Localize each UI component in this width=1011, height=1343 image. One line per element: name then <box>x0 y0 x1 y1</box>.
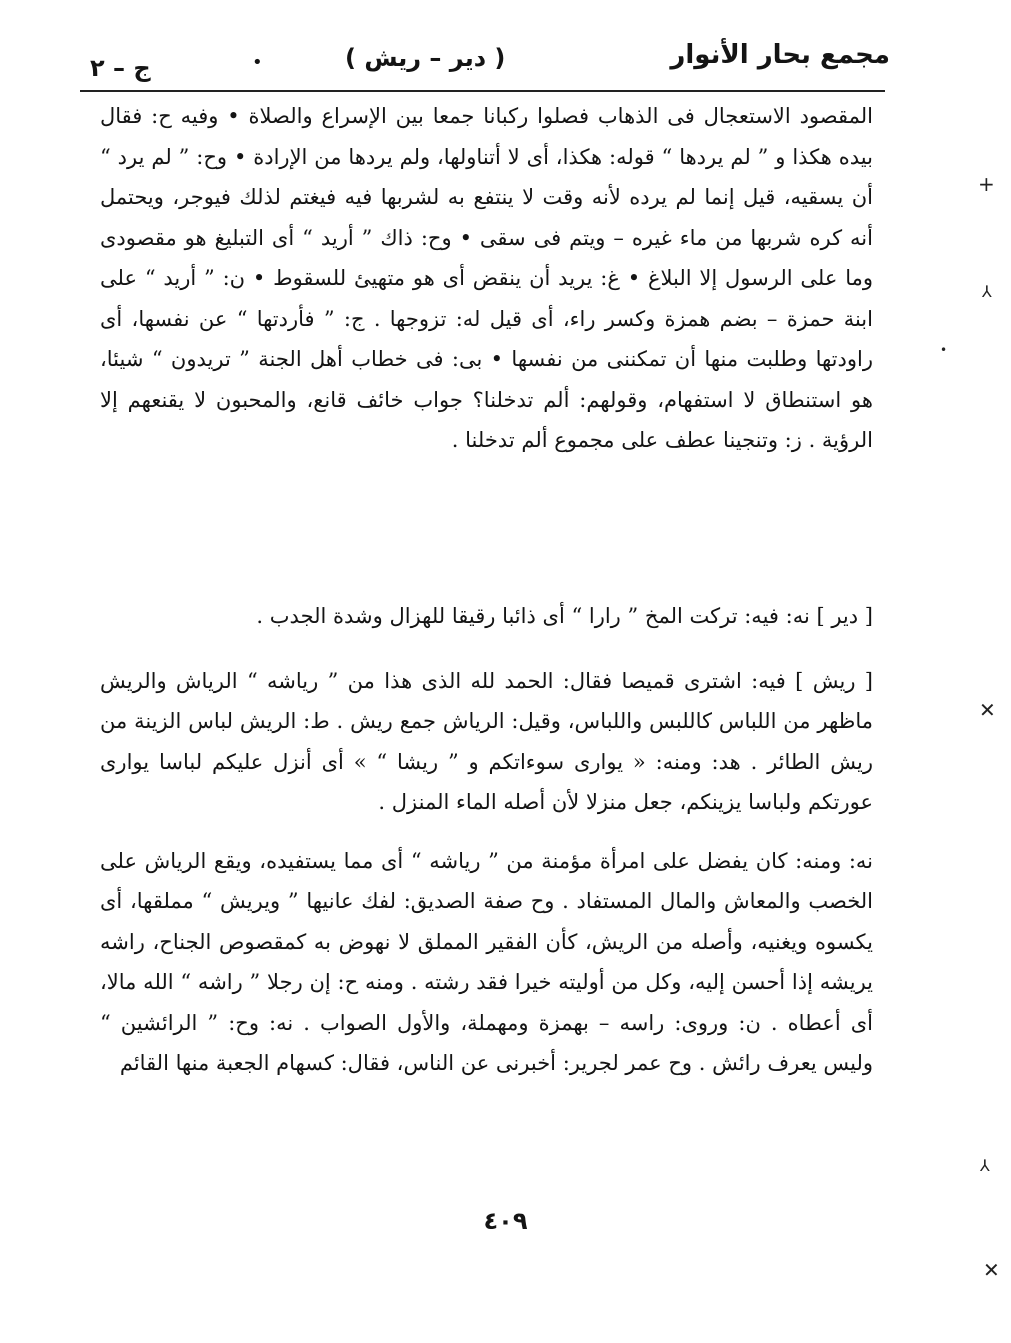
volume-label: ج – ٢ <box>90 54 151 82</box>
entry-range: ( دير – ريش ) <box>345 44 506 72</box>
entry-rish-continued: نه: ومنه: كان يفضل على امرأة مؤمنة من ” رياشه “ أى مما يستفيده، ويقع الرياش على الخصب والمعاش والمال المستفاد . وح صفة الصديق: لفك عانيها ” ويريش “ مملقها، أى يكسوه ويغنيه، وأصله من الريش، كأن الفقير المملق لا نهوض به كمقصوص الجناح، راشه يريشه إذا أحسن إليه، وكل من أوليته خيرا فقد رشته . ومنه ح: إن رجلا ” راشه “ الله مالا، أى أعطاه . ن: وروى: راسه – بهمزة ومهملة، والأول الصواب . نه: وح: ” الرائشين “ وليس يعرف رائش . وح عمر لجرير: أخبرنى عن الناس، فقال: كسهام الجعبة منها القائم <box>100 848 873 1075</box>
entry-rish: [ ريش ] فيه: اشترى قميصا فقال: الحمد لله الذى هذا من ” رياشه “ الرياش والريش ماظهر من اللباس كاللبس واللباس، وقيل: الرياش جمع ريش . ط: الريش لباس الزينة من ريش الطائر . هد: ومنه: « يوارى سوءاتكم و ” ريشا “ » أى أنزل عليكم لباسا يوارى عورتكم ولباسا يزينكم، جعل منزلا لأن أصله الماء المنزل . <box>100 668 873 814</box>
margin-tick-mark: ⅄ <box>980 1156 990 1175</box>
margin-x-mark: ✕ <box>979 698 996 722</box>
paragraph-continuation: المقصود الاستعجال فى الذهاب فصلوا ركبانا جمعا بين الإسراع والصلاة • وفيه ح: فقال بيده هكذا و ” لم يردها “ قوله: هكذا، أى لا أتناولها، ولم يردها من الإرادة • وح: ” لم يرد “ أن يسقيه، قيل إنما لم يرده لأنه وقت لا ينتفع به لشربها فيه فيغتم لذلك فيوجر، ويحتمل أنه كره شربها من ماء غيره – ويتم فى سقى • وح: ذاك ” أريد “ أى التبليغ هو مقصودى وما على الرسول إلا البلاغ • غ: يريد أن ينقض أى هو متهيئ للسقوط • ن: ” أريد “ على ابنة حمزة – بضم همزة وكسر راء، أى قيل له: تزوجها . ج: ” فأردتها “ عن نفسها، أى راودتها وطلبت منها أن تمكننى من نفسها • بى: فى خطاب أهل الجنة ” تريدون “ شيئا، هو استنطاق لا استفهام، وقولهم: ألم تدخلنا؟ جواب خائف قانع، والمحبون لا يقنعهم إلا الرؤية . ز: وتنجينا عطف على مجموع ألم تدخلنا . <box>100 104 873 452</box>
margin-dot-mark: • <box>940 343 948 357</box>
page-header <box>80 30 890 82</box>
header-dot: • <box>252 52 263 73</box>
page-number: ٤٠٩ <box>483 1207 528 1235</box>
book-title: مجمع بحار الأنوار <box>670 40 890 70</box>
margin-x-mark: ✕ <box>983 1258 1000 1282</box>
margin-cross-mark: + <box>978 172 995 196</box>
header-rule <box>80 90 885 92</box>
entry-dir: [ دير ] نه: فيه: تركت المخ ” رارا “ أى ذائبا رقيقا للهزال وشدة الجدب . <box>256 604 873 628</box>
page-body <box>100 96 873 1084</box>
margin-tick-mark: ⅄ <box>982 282 992 301</box>
